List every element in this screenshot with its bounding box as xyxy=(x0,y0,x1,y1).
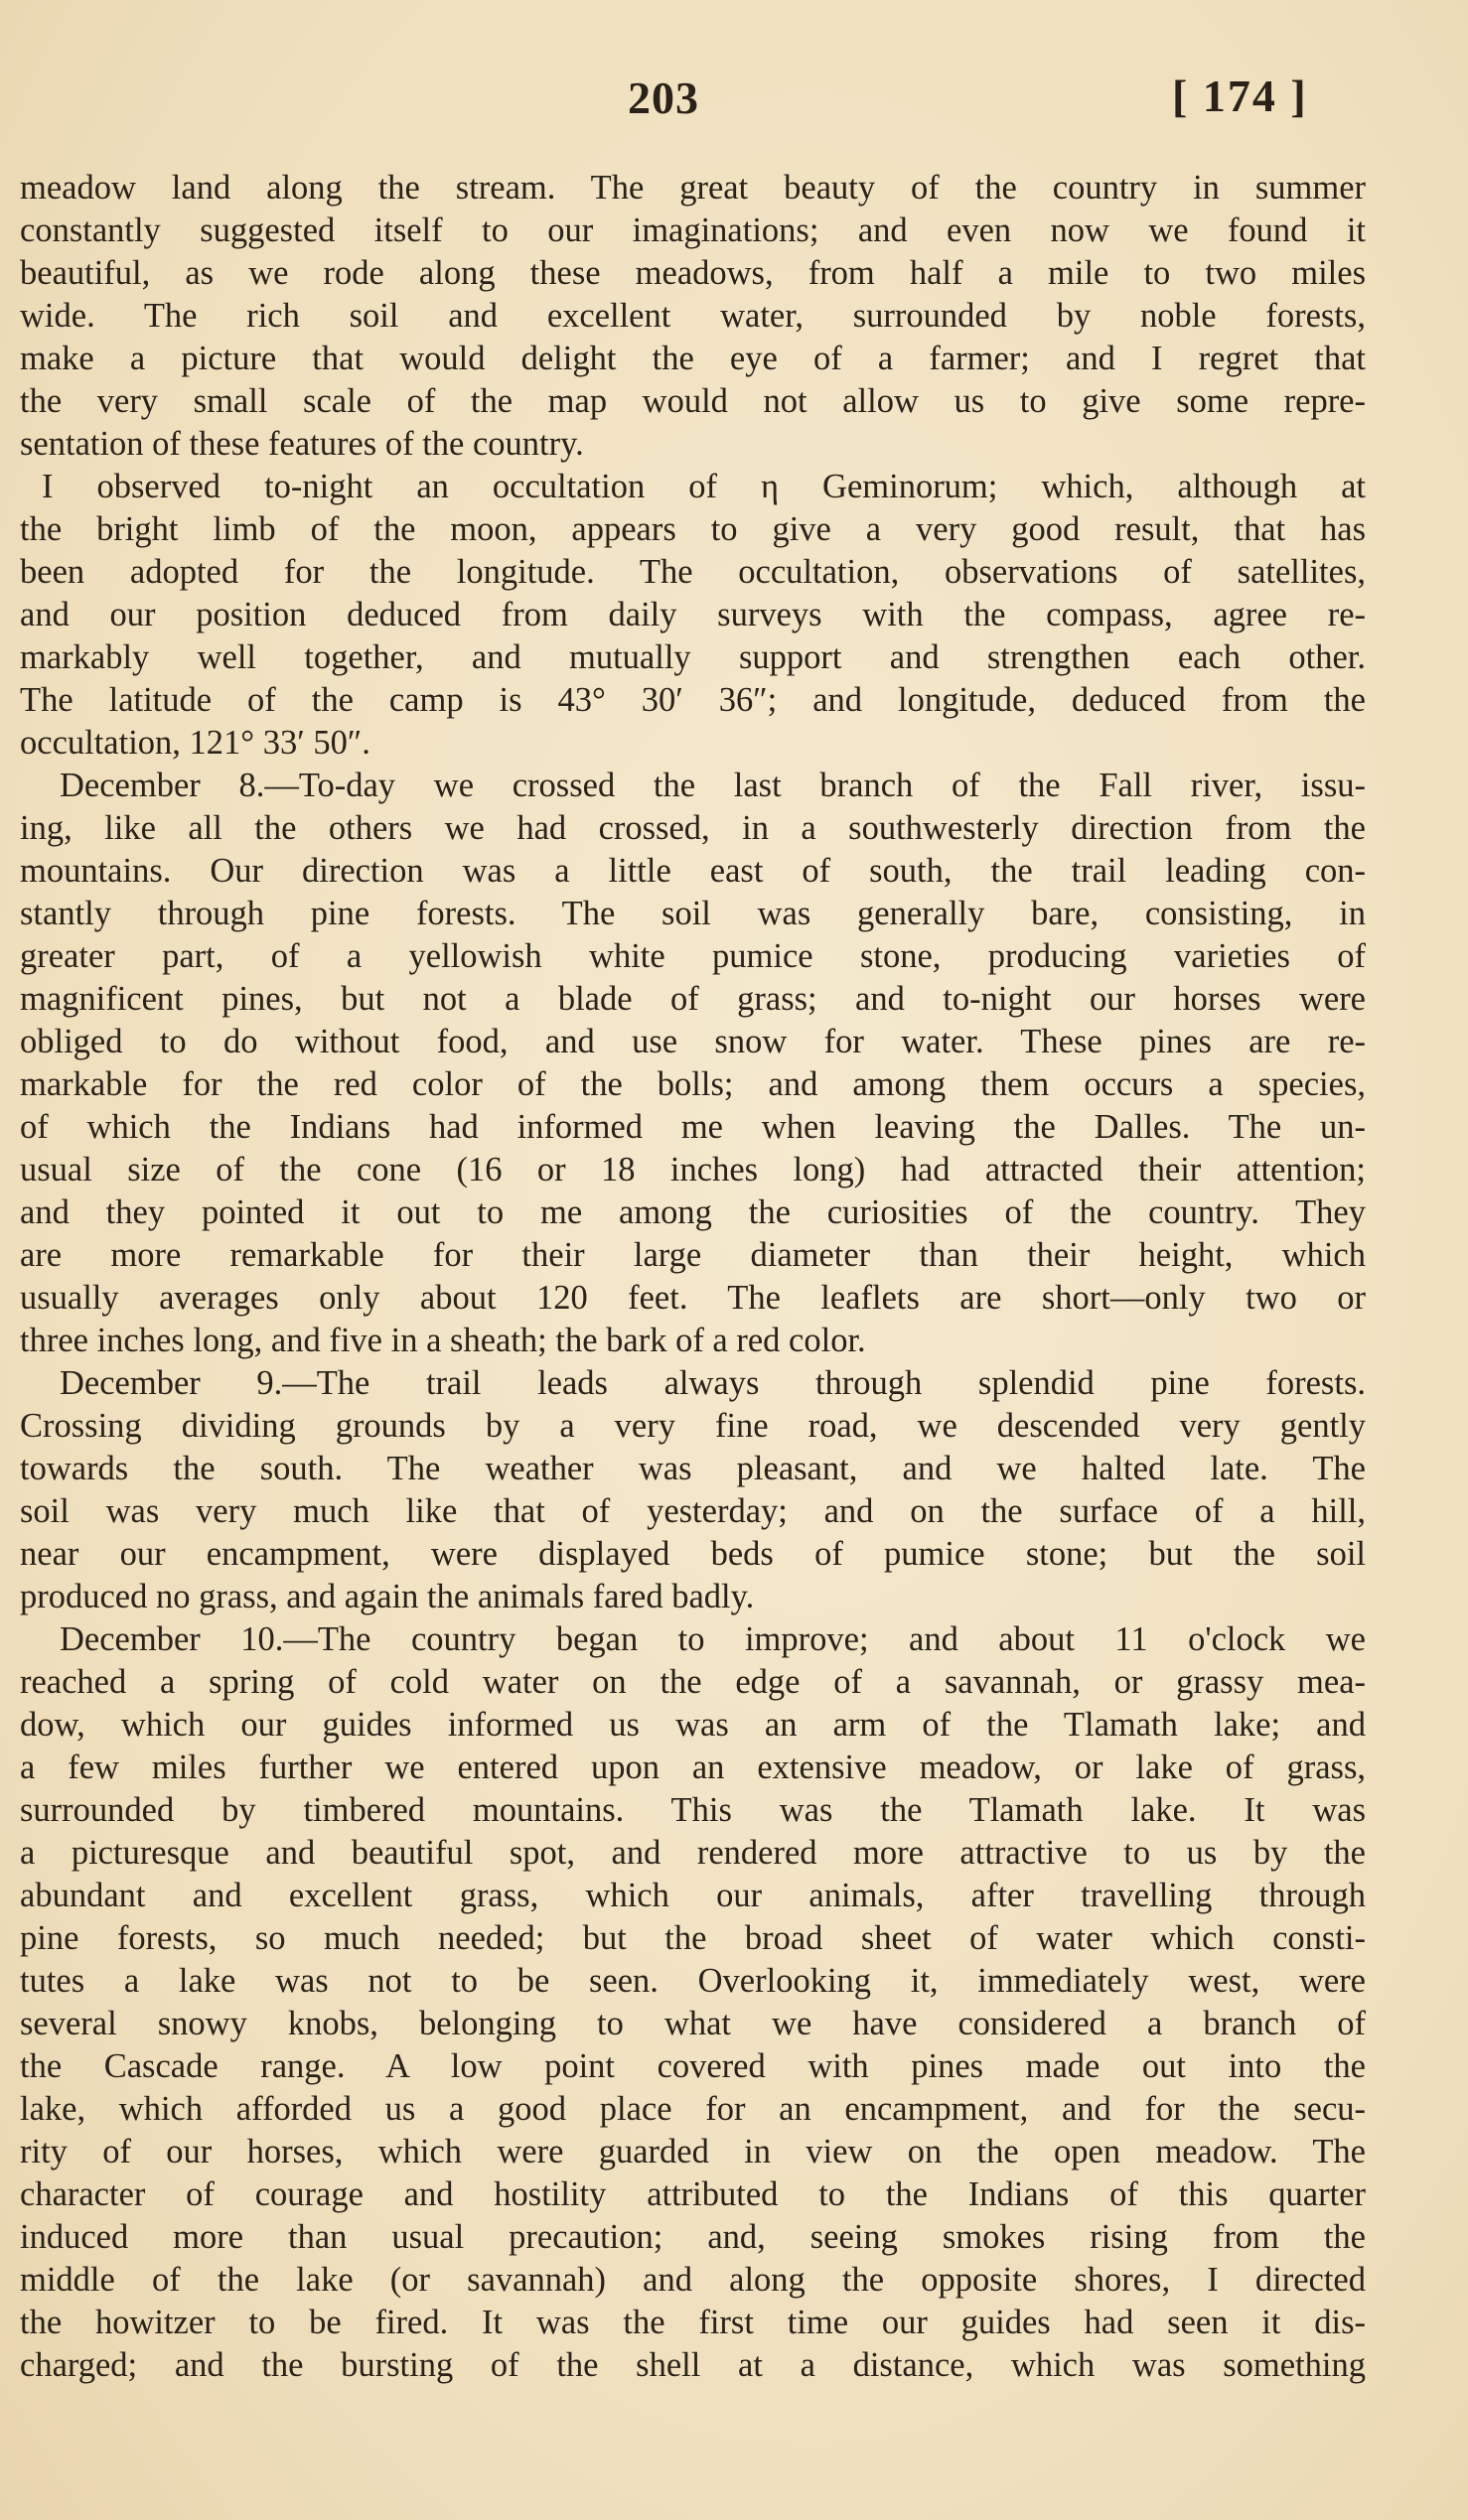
text-line: markable for the red color of the bolls; and among them occurs a species, xyxy=(20,1065,1366,1103)
text-line: of which the Indians had informed me when leaving the Dalles. The un- xyxy=(20,1108,1366,1146)
text-line: tutes a lake was not to be seen. Overlooking it, immediately west, were xyxy=(20,1962,1366,2000)
text-line: a few miles further we entered upon an extensive meadow, or lake of grass, xyxy=(20,1749,1366,1786)
text-line: obliged to do without food, and use snow for water. These pines are re- xyxy=(20,1023,1366,1060)
text-line: a picturesque and beautiful spot, and rendered more attractive to us by the xyxy=(20,1834,1366,1872)
text-line: magnificent pines, but not a blade of grass; and to-night our horses were xyxy=(20,980,1366,1018)
text-line: I observed to-night an occultation of η Geminorum; which, although at xyxy=(42,468,1366,505)
text-line: The latitude of the camp is 43° 30′ 36″; and longitude, deduced from the xyxy=(20,681,1366,719)
text-line: sentation of these features of the country. xyxy=(20,425,584,463)
text-line: three inches long, and five in a sheath; the bark of a red color. xyxy=(20,1322,866,1359)
text-line: charged; and the bursting of the shell at a distance, which was something xyxy=(20,2346,1366,2384)
text-line: induced more than usual precaution; and, seeing smokes rising from the xyxy=(20,2218,1366,2256)
text-line: Crossing dividing grounds by a very fine road, we descended very gently xyxy=(20,1407,1366,1445)
text-line: pine forests, so much needed; but the broad sheet of water which consti- xyxy=(20,1919,1366,1957)
text-line: the howitzer to be fired. It was the first time our guides had seen it dis- xyxy=(20,2304,1366,2341)
text-line: meadow land along the stream. The great beauty of the country in summer xyxy=(20,169,1366,207)
body-text xyxy=(20,167,1366,2387)
text-line: usually averages only about 120 feet. The leaflets are short—only two or xyxy=(20,1279,1366,1317)
text-line: December 10.—The country began to improve; and about 11 o'clock we xyxy=(60,1620,1366,1658)
text-line: middle of the lake (or savannah) and along the opposite shores, I directed xyxy=(20,2261,1366,2299)
text-line: stantly through pine forests. The soil was generally bare, consisting, in xyxy=(20,895,1366,932)
text-line: and our position deduced from daily surveys with the compass, agree re- xyxy=(20,596,1366,633)
text-line: the very small scale of the map would not allow us to give some repre- xyxy=(20,382,1366,420)
text-line: surrounded by timbered mountains. This was the Tlamath lake. It was xyxy=(20,1791,1366,1829)
text-line: mountains. Our direction was a little east of south, the trail leading con- xyxy=(20,852,1366,890)
page-number: 203 xyxy=(628,72,699,123)
text-line: usual size of the cone (16 or 18 inches long) had attracted their attention; xyxy=(20,1151,1366,1189)
page-header xyxy=(0,62,1468,141)
text-line: wide. The rich soil and excellent water, surrounded by noble forests, xyxy=(20,297,1366,335)
text-line: markably well together, and mutually support and strengthen each other. xyxy=(20,638,1366,676)
text-line: greater part, of a yellowish white pumice stone, producing varieties of xyxy=(20,937,1366,975)
text-line: reached a spring of cold water on the edge of a savannah, or grassy mea- xyxy=(20,1663,1366,1701)
document-number: [ 174 ] xyxy=(1172,70,1308,121)
text-line: soil was very much like that of yesterday; and on the surface of a hill, xyxy=(20,1492,1366,1530)
text-line: and they pointed it out to me among the curiosities of the country. They xyxy=(20,1193,1366,1231)
text-line: make a picture that would delight the eye of a farmer; and I regret that xyxy=(20,340,1366,377)
text-line: are more remarkable for their large diameter than their height, which xyxy=(20,1236,1366,1274)
text-line: December 8.—To-day we crossed the last branch of the Fall river, issu- xyxy=(60,767,1366,804)
text-line: character of courage and hostility attributed to the Indians of this quarter xyxy=(20,2175,1366,2213)
text-line: produced no grass, and again the animals fared badly. xyxy=(20,1578,755,1615)
text-line: abundant and excellent grass, which our animals, after travelling through xyxy=(20,1877,1366,1914)
text-line: dow, which our guides informed us was an arm of the Tlamath lake; and xyxy=(20,1706,1366,1744)
text-line: December 9.—The trail leads always through splendid pine forests. xyxy=(60,1364,1366,1402)
text-line: towards the south. The weather was pleasant, and we halted late. The xyxy=(20,1450,1366,1487)
text-line: near our encampment, were displayed beds of pumice stone; but the soil xyxy=(20,1535,1366,1573)
text-line: occultation, 121° 33′ 50″. xyxy=(20,724,370,762)
text-line: constantly suggested itself to our imaginations; and even now we found it xyxy=(20,211,1366,249)
text-line: beautiful, as we rode along these meadows, from half a mile to two miles xyxy=(20,254,1366,292)
text-line: several snowy knobs, belonging to what we have considered a branch of xyxy=(20,2005,1366,2042)
text-line: ing, like all the others we had crossed, in a southwesterly direction from the xyxy=(20,809,1366,847)
text-line: the bright limb of the moon, appears to give a very good result, that has xyxy=(20,510,1366,548)
text-line: the Cascade range. A low point covered with pines made out into the xyxy=(20,2047,1366,2085)
text-line: lake, which afforded us a good place for an encampment, and for the secu- xyxy=(20,2090,1366,2128)
text-line: been adopted for the longitude. The occultation, observations of satellites, xyxy=(20,553,1366,591)
text-line: rity of our horses, which were guarded in view on the open meadow. The xyxy=(20,2133,1366,2170)
